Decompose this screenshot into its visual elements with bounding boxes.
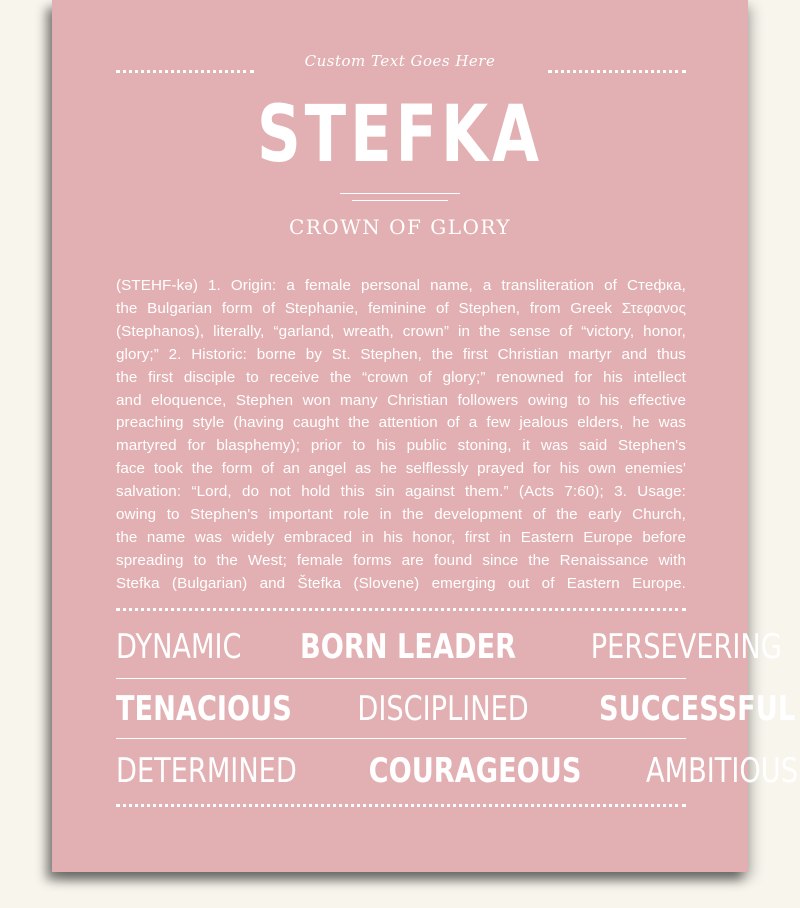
definition-line: Stefka (Bulgarian) and Štefka (Slovene) emerging out of Eastern Europe. (116, 574, 686, 592)
trait-word: COURAGEOUS (368, 751, 582, 791)
definition-line: and eloquence, Stephen won many Christian followers owing to his effective (116, 391, 686, 409)
name-title: STEFKA (256, 90, 544, 180)
definition-text (116, 275, 686, 596)
custom-text: Custom Text Goes Here (304, 52, 496, 70)
definition-line: the first disciple to receive the “crown of glory;” renowned for his intellect (116, 368, 686, 386)
definition-line: martyred for blasphemy); prior to his public stoning, it was said Stephen's (116, 437, 686, 455)
traits-row-1 (116, 622, 782, 672)
trait-rule (116, 678, 686, 679)
trait-word: PERSEVERING (590, 627, 782, 667)
name-meaning: CROWN OF GLORY (288, 215, 512, 239)
trait-rule (116, 738, 686, 739)
definition-line: the Bulgarian form of Stephanie, feminine of Stephen, from Greek Στεφανος (116, 299, 686, 317)
trait-word: SUCCESSFUL (598, 689, 796, 729)
title-rule-top (340, 193, 460, 194)
definition-line: salvation: “Lord, do not hold this sin against them.” (Acts 7:60); 3. Usage: (116, 483, 686, 501)
trait-word: DETERMINED (116, 751, 297, 791)
dotted-divider-traits (116, 608, 686, 611)
dotted-divider-bottom (116, 804, 686, 807)
trait-word: DYNAMIC (116, 627, 242, 667)
definition-line: the name was widely embraced in his honor, first in Eastern Europe before (116, 528, 686, 546)
name-poster (52, 0, 799, 872)
dotted-divider-left (116, 70, 254, 73)
definition-line: (Stephanos), literally, “garland, wreath, crown” in the sense of “victory, honor, (116, 322, 686, 340)
trait-word: BORN LEADER (299, 627, 517, 667)
trait-word: AMBITIOUS (646, 751, 799, 791)
definition-line: owing to Stephen's important role in the development of the early Church, (116, 506, 686, 524)
definition-line: preaching style (having caught the attention of a few jealous elders, he was (116, 414, 686, 432)
definition-line: spreading to the West; female forms are found since the Renaissance with (116, 551, 686, 569)
trait-word: TENACIOUS (116, 689, 292, 729)
title-rule-bottom (352, 200, 448, 201)
definition-line: (STEHF-kə) 1. Origin: a female personal name, a transliteration of Стефка, (116, 277, 686, 294)
definition-line: face took the form of an angel as he selflessly prayed for his own enemies' (116, 460, 686, 478)
definition-line: glory;” 2. Historic: borne by St. Stephen, the first Christian martyr and thus (116, 345, 686, 363)
dotted-divider-right (548, 70, 686, 73)
trait-word: DISCIPLINED (357, 689, 529, 729)
traits-row-3 (116, 746, 799, 796)
traits-row-2 (116, 684, 796, 734)
